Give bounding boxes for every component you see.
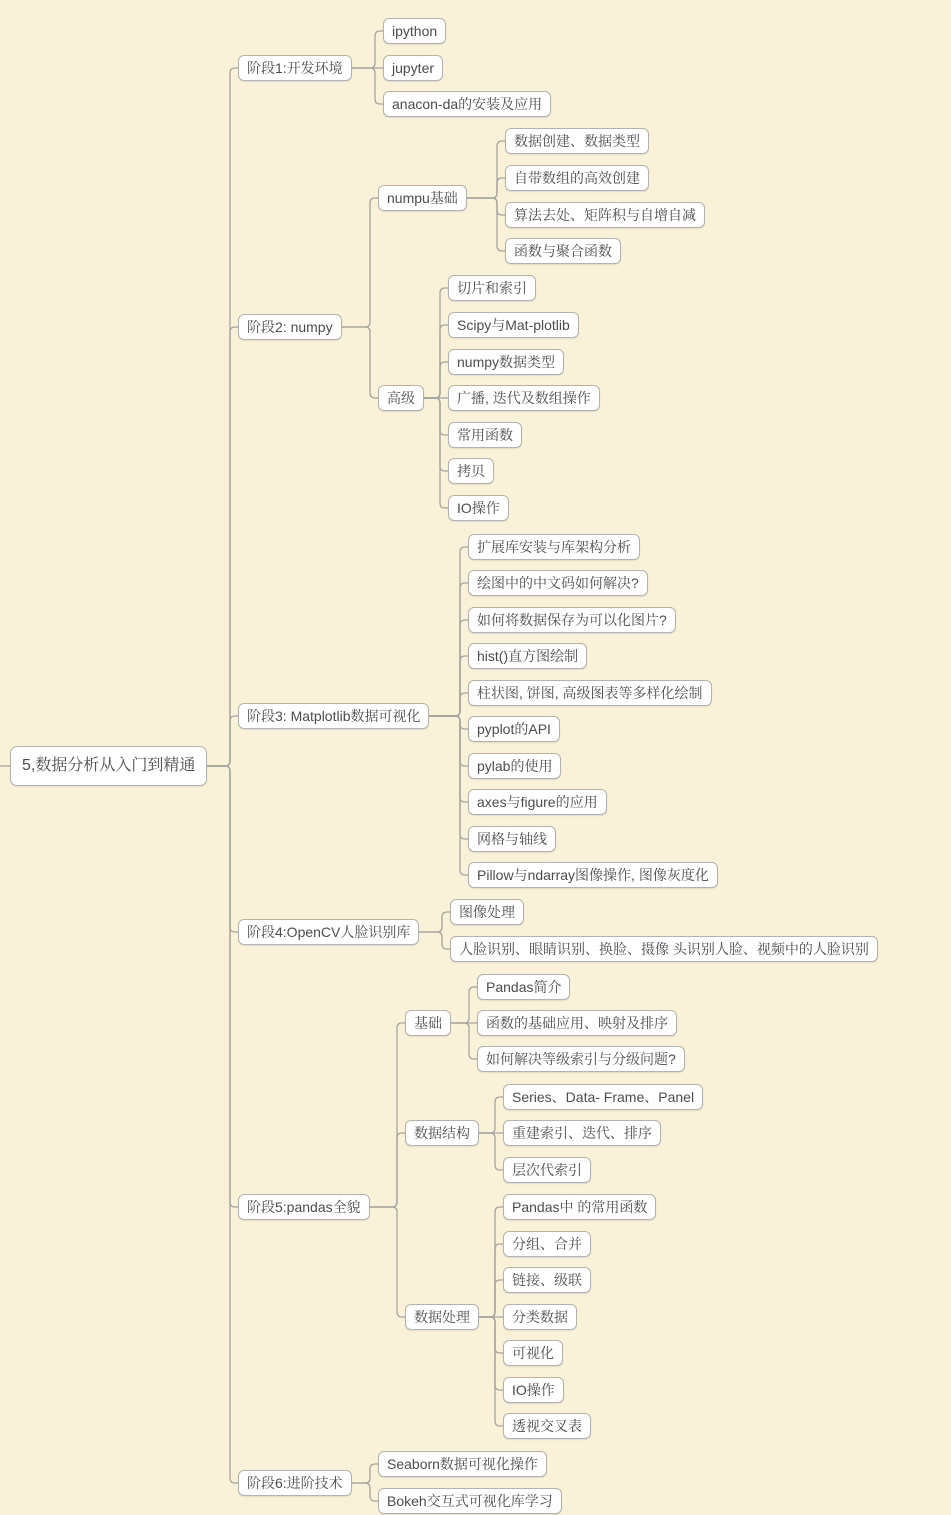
topic-node[interactable]: 透视交叉表 [503,1413,591,1439]
topic-node[interactable]: pyplot的API [468,716,560,742]
stage6-topic[interactable]: 阶段6:进阶技术 [238,1470,352,1496]
topic-node[interactable]: 如何解决等级索引与分级问题? [477,1046,685,1072]
topic-node[interactable]: 如何将数据保存为可以化图片? [468,607,676,633]
stage1-topic[interactable]: 阶段1:开发环境 [238,55,352,81]
topic-node[interactable]: 函数的基础应用、映射及排序 [477,1010,677,1036]
topic-node[interactable]: IO操作 [503,1377,564,1403]
topic-node[interactable]: 切片和索引 [448,275,536,301]
subtopic-node[interactable]: 高级 [378,385,424,411]
stage2-topic[interactable]: 阶段2: numpy [238,314,342,340]
topic-node[interactable]: IO操作 [448,495,509,521]
topic-node[interactable]: 绘图中的中文码如何解决? [468,570,648,596]
topic-node[interactable]: 网格与轴线 [468,826,556,852]
topic-node[interactable]: pylab的使用 [468,753,561,779]
topic-node[interactable]: 可视化 [503,1340,563,1366]
topic-node[interactable]: anacon-da的安装及应用 [383,91,551,117]
topic-node[interactable]: numpy数据类型 [448,349,564,375]
topic-node[interactable]: Bokeh交互式可视化库学习 [378,1488,562,1514]
stage5-topic[interactable]: 阶段5:pandas全貌 [238,1194,370,1220]
topic-node[interactable]: 常用函数 [448,422,522,448]
topic-node[interactable]: ipython [383,18,446,44]
topic-node[interactable]: Series、Data- Frame、Panel [503,1084,703,1110]
topic-node[interactable]: 算法去处、矩阵积与自增自减 [505,202,705,228]
topic-node[interactable]: hist()直方图绘制 [468,643,587,669]
topic-node[interactable]: axes与figure的应用 [468,789,607,815]
topic-node[interactable]: 图像处理 [450,899,524,925]
topic-node[interactable]: Seaborn数据可视化操作 [378,1451,547,1477]
topic-node[interactable]: 人脸识别、眼睛识别、换脸、摄像 头识别人脸、视频中的人脸识别 [450,936,878,962]
topic-node[interactable]: 广播, 迭代及数组操作 [448,385,600,411]
topic-node[interactable]: 函数与聚合函数 [505,238,621,264]
topic-node[interactable]: 柱状图, 饼图, 高级图表等多样化绘制 [468,680,712,706]
topic-node[interactable]: Pillow与ndarray图像操作, 图像灰度化 [468,862,718,888]
topic-node[interactable]: 层次代索引 [503,1157,591,1183]
topic-node[interactable]: 分类数据 [503,1304,577,1330]
topic-node[interactable]: 扩展库安装与库架构分析 [468,534,640,560]
root-topic[interactable]: 5,数据分析从入门到精通 [10,746,207,786]
stage3-topic[interactable]: 阶段3: Matplotlib数据可视化 [238,703,429,729]
stage4-topic[interactable]: 阶段4:OpenCV人脸识别库 [238,919,419,945]
topic-node[interactable]: 拷贝 [448,458,494,484]
topic-node[interactable]: 链接、级联 [503,1267,591,1293]
topic-node[interactable]: 数据创建、数据类型 [505,128,649,154]
topic-node[interactable]: Pandas中 的常用函数 [503,1194,656,1220]
subtopic-node[interactable]: 数据结构 [405,1120,479,1146]
topic-node[interactable]: 重建索引、迭代、排序 [503,1120,661,1146]
topic-node[interactable]: jupyter [383,55,443,81]
topic-node[interactable]: 分组、合并 [503,1231,591,1257]
subtopic-node[interactable]: numpu基础 [378,185,467,211]
subtopic-node[interactable]: 数据处理 [405,1304,479,1330]
topic-node[interactable]: Pandas简介 [477,974,570,1000]
topic-node[interactable]: 自带数组的高效创建 [505,165,649,191]
topic-node[interactable]: Scipy与Mat-plotlib [448,312,579,338]
subtopic-node[interactable]: 基础 [405,1010,451,1036]
